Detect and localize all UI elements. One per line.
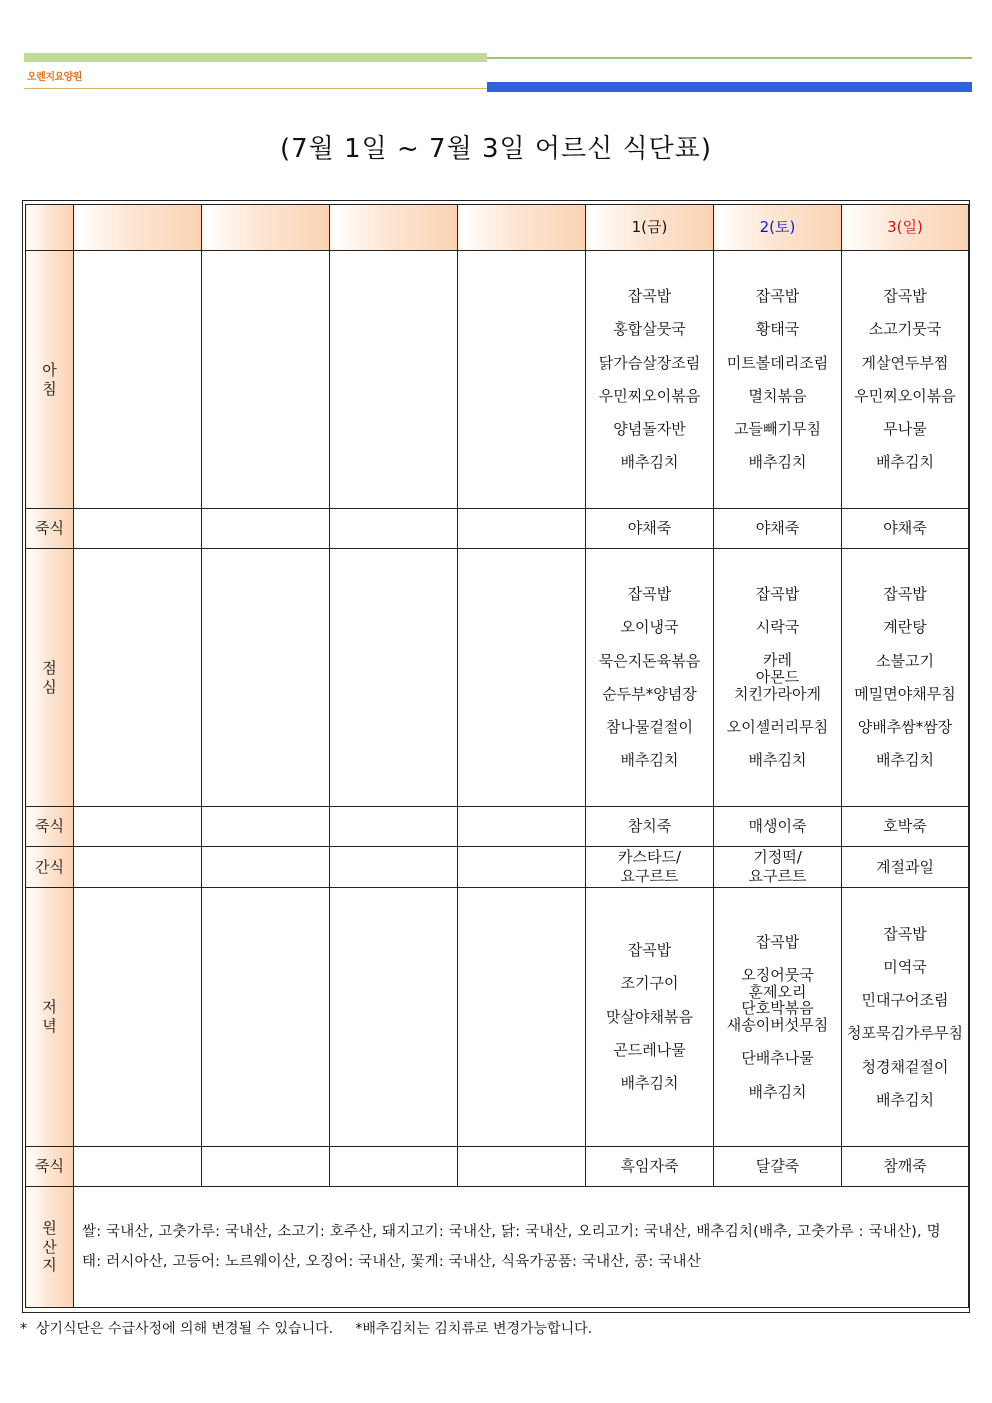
- empty-cell: [330, 1147, 458, 1187]
- breakfast-label: 아 침: [26, 251, 74, 509]
- menu-item: 오이셀러리무침: [726, 718, 829, 737]
- day-header-1: 1(금): [586, 205, 714, 251]
- menu-item: 양배추쌈*쌈장: [857, 718, 953, 736]
- dinner-label: 저 녁: [26, 888, 74, 1147]
- porridge-row: [26, 509, 969, 549]
- menu-item: 치킨가라아게: [734, 684, 821, 703]
- menu-item: 잡곡밥: [755, 584, 800, 603]
- menu-item: 배추김치: [620, 453, 679, 472]
- empty-cell: [74, 251, 202, 509]
- menu-item: 참나물겉절이: [606, 718, 693, 736]
- empty-cell: [458, 847, 586, 888]
- menu-item: 묵은지돈육볶음: [598, 651, 701, 670]
- lunch-label: 점 심: [26, 549, 74, 807]
- empty-cell: [74, 549, 202, 807]
- menu-item: 미트볼데리조림: [726, 353, 829, 372]
- empty-cell: [202, 847, 330, 888]
- menu-item: 배추김치: [876, 751, 934, 770]
- menu-item: 카레: [763, 651, 792, 670]
- porridge-day2: 매생이죽: [714, 807, 842, 847]
- empty-cell: [330, 251, 458, 509]
- page-title: (7월 1일 ~ 7월 3일 어르신 식단표): [280, 134, 712, 164]
- day-header-2: 2(토): [714, 205, 842, 251]
- porridge-day1: 참치죽: [586, 807, 714, 847]
- menu-item: 오이냉국: [620, 618, 679, 637]
- menu-item: 배추김치: [620, 751, 679, 770]
- menu-item: 잡곡밥: [627, 941, 672, 960]
- porridge-day3: 참깨죽: [842, 1147, 969, 1187]
- menu-item: 단호박볶음: [741, 999, 814, 1018]
- empty-cell: [458, 888, 586, 1147]
- menu-item: 카스타드/: [617, 848, 681, 867]
- empty-header-cell: [202, 205, 330, 251]
- menu-table: [25, 204, 969, 1308]
- header-thin-line: [24, 88, 487, 89]
- porridge-row: [26, 1147, 969, 1187]
- menu-item: 조기구이: [620, 974, 679, 993]
- day-header-3: 3(일): [842, 205, 969, 251]
- empty-cell: [202, 549, 330, 807]
- footer-note: * 상기식단은 수급사정에 의해 변경될 수 있습니다. *배추김치는 김치류로 변경가능합니다.: [20, 1321, 593, 1337]
- porridge-day2: 달걀죽: [714, 1147, 842, 1187]
- menu-item: 잡곡밥: [883, 924, 927, 943]
- menu-item: 잡곡밥: [883, 287, 927, 305]
- menu-item: 소고기뭇국: [868, 320, 942, 339]
- menu-item: 잡곡밥: [755, 287, 800, 305]
- dinner-day2: [714, 888, 842, 1147]
- menu-item: 황태국: [755, 320, 800, 339]
- menu-item: 고들빼기무침: [734, 420, 821, 438]
- menu-item: 배추김치: [620, 1074, 679, 1093]
- empty-cell: [74, 807, 202, 847]
- menu-item: 단배추나물: [741, 1049, 814, 1068]
- empty-cell: [330, 888, 458, 1147]
- empty-cell: [74, 888, 202, 1147]
- porridge-day3: 야채죽: [842, 509, 969, 549]
- empty-cell: [202, 251, 330, 509]
- empty-cell: [330, 807, 458, 847]
- lunch-day2: [714, 549, 842, 807]
- empty-cell: [202, 1147, 330, 1187]
- header-blue-bar: [487, 82, 972, 92]
- menu-item: 훈제오리: [748, 982, 807, 1001]
- breakfast-day3: [842, 251, 969, 509]
- menu-item: 무나물: [883, 420, 927, 438]
- menu-item: 계란탕: [883, 618, 927, 637]
- breakfast-row: [26, 251, 969, 509]
- breakfast-day2: [714, 251, 842, 509]
- lunch-day3: [842, 549, 969, 807]
- porridge-label: 죽식: [26, 807, 74, 847]
- empty-cell: [458, 549, 586, 807]
- empty-cell: [330, 509, 458, 549]
- snack-day2: [714, 847, 842, 888]
- empty-cell: [202, 807, 330, 847]
- porridge-day1: 흑임자죽: [586, 1147, 714, 1187]
- empty-header-cell: [74, 205, 202, 251]
- empty-cell: [458, 807, 586, 847]
- menu-item: 잡곡밥: [627, 287, 672, 305]
- menu-item: 맛살야채볶음: [606, 1007, 693, 1026]
- menu-item: 배추김치: [748, 453, 807, 472]
- menu-item: 배추김치: [876, 453, 934, 472]
- empty-header-cell: [330, 205, 458, 251]
- menu-item: 게살연두부찜: [861, 353, 949, 372]
- menu-item: 청경채겉절이: [861, 1057, 949, 1076]
- empty-cell: [330, 549, 458, 807]
- header-green-line: [487, 57, 972, 59]
- breakfast-day1: [586, 251, 714, 509]
- empty-header-cell: [458, 205, 586, 251]
- empty-cell: [74, 509, 202, 549]
- empty-cell: [74, 847, 202, 888]
- lunch-row: [26, 549, 969, 807]
- menu-item: 잡곡밥: [883, 585, 927, 603]
- menu-item: 잡곡밥: [627, 585, 672, 603]
- menu-item: 닭가슴살장조림: [598, 353, 701, 372]
- menu-item: 우민찌오이볶음: [598, 386, 701, 405]
- menu-item: 요구르트: [620, 867, 679, 885]
- empty-cell: [74, 1147, 202, 1187]
- menu-item: 배추김치: [748, 1082, 807, 1101]
- menu-item: 민대구어조림: [861, 991, 949, 1009]
- org-name: 오렌지요양원: [27, 72, 82, 83]
- menu-item: 청포묵김가루무침: [847, 1024, 963, 1043]
- menu-item: 홍합살뭇국: [613, 320, 686, 339]
- menu-item: 배추김치: [748, 751, 807, 770]
- porridge-day1: 야채죽: [586, 509, 714, 549]
- menu-item: 곤드레나물: [613, 1040, 686, 1059]
- menu-item: 계절과일: [876, 857, 934, 876]
- dinner-row: [26, 888, 969, 1147]
- menu-item: 우민찌오이볶음: [854, 386, 956, 405]
- menu-item: 배추김치: [876, 1090, 934, 1109]
- origin-label: 원 산 지: [26, 1187, 74, 1308]
- empty-cell: [458, 251, 586, 509]
- empty-cell: [202, 509, 330, 549]
- menu-item: 기정떡/: [753, 848, 802, 867]
- header-row: [26, 205, 969, 251]
- menu-item: 양념돌자반: [613, 420, 686, 438]
- empty-cell: [458, 509, 586, 549]
- origin-text: 쌀: 국내산, 고춧가루: 국내산, 소고기: 호주산, 돼지고기: 국내산, 닭: 국내산, 오리고기: 국내산, 배추김치(배추, 고춧가루 : 국내산), 명태: 러시아산, 고등어: 노르웨이산, 오징어: 국내산, 꽃게: 국내산, 식육가공품: 국내산, 콩: 국내산: [74, 1187, 969, 1308]
- dinner-day3: [842, 888, 969, 1147]
- origin-row: [26, 1187, 969, 1308]
- empty-cell: [202, 888, 330, 1147]
- empty-cell: [458, 1147, 586, 1187]
- menu-item: 순두부*양념장: [602, 684, 697, 703]
- empty-cell: [330, 847, 458, 888]
- header-green-bar: [24, 53, 487, 62]
- menu-item: 시락국: [755, 618, 800, 637]
- menu-item: 잡곡밥: [755, 932, 800, 951]
- porridge-day2: 야채죽: [714, 509, 842, 549]
- menu-item: 새송이버섯무침: [726, 1016, 829, 1035]
- menu-item: 요구르트: [748, 867, 807, 885]
- porridge-day3: 호박죽: [842, 807, 969, 847]
- snack-day1: [586, 847, 714, 888]
- porridge-label: 죽식: [26, 509, 74, 549]
- porridge-label: 죽식: [26, 1147, 74, 1187]
- dinner-day1: [586, 888, 714, 1147]
- menu-item: 소불고기: [876, 651, 934, 670]
- menu-item: 아몬드: [755, 668, 800, 687]
- snack-day3: [842, 847, 969, 888]
- lunch-day1: [586, 549, 714, 807]
- corner-cell: [26, 205, 74, 251]
- snack-row: [26, 847, 969, 888]
- menu-item: 멸치볶음: [748, 386, 807, 405]
- snack-label: 간식: [26, 847, 74, 888]
- menu-item: 미역국: [883, 957, 927, 976]
- porridge-row: [26, 807, 969, 847]
- menu-item: 메밀면야채무침: [854, 684, 956, 703]
- menu-item: 오징어뭇국: [741, 965, 814, 984]
